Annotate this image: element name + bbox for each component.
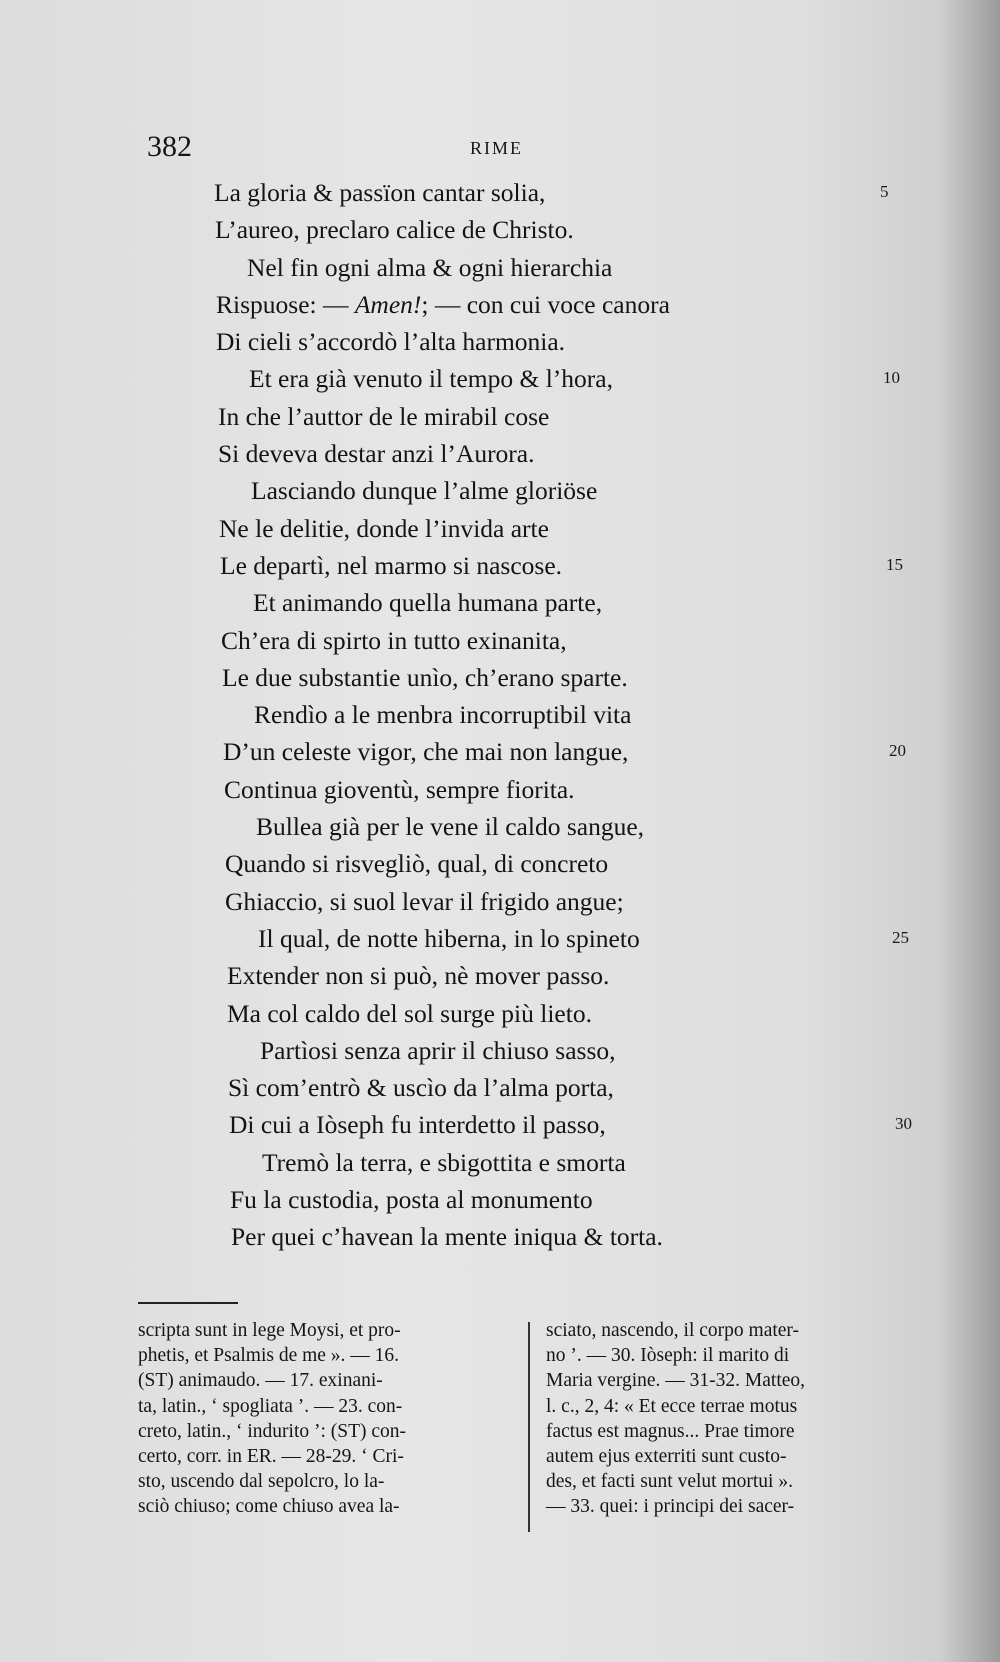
line-number: 25 (892, 927, 909, 947)
verse-line (0, 433, 1000, 470)
footnote-line: sciato, nascendo, il corpo mater- (546, 1320, 800, 1341)
line-number: 10 (883, 368, 900, 388)
verse-line (0, 470, 1000, 507)
verse-text: Bullea già per le vene il caldo sangue, (256, 812, 645, 842)
verse-line (0, 918, 1000, 955)
page-header (0, 130, 1000, 170)
line-number: 30 (895, 1114, 912, 1134)
verse-line (0, 582, 1000, 619)
running-head: RIME (470, 138, 523, 158)
verse-text: Et era già venuto il tempo & l’hora, (249, 364, 613, 394)
page-number: 382 (147, 130, 192, 163)
verse-line (0, 545, 1000, 582)
footnote-line: autem ejus exterriti sunt custo- (546, 1445, 787, 1467)
footnote-line: phetis, et Psalmis de me ». — 16. (138, 1345, 400, 1367)
verse-line (0, 769, 1000, 806)
verse-text: L’aureo, preclaro calice de Christo. (215, 215, 574, 245)
verse-line (0, 694, 1000, 731)
verse-line (0, 843, 1000, 880)
footnote-line: des, et facti sunt velut mortui ». (546, 1471, 793, 1493)
verse-line (0, 955, 1000, 992)
footnote-line: — 33. quei: i principi dei sacer- (546, 1496, 795, 1518)
verse-line (0, 731, 1000, 768)
verse-text: Sì com’entrò & uscìo da l’alma porta, (228, 1073, 614, 1103)
footnote-line: l. c., 2, 4: « Et ecce terrae motus (546, 1395, 798, 1417)
line-number: 15 (886, 554, 903, 574)
line-number: 5 (880, 182, 889, 201)
verse-text: In che l’auttor de le mirabil cose (218, 401, 550, 431)
verse-text: Le due substantie unìo, ch’erano sparte. (222, 662, 628, 692)
verse-text: Il qual, de notte hiberna, in lo spineto (258, 923, 640, 953)
column-divider (528, 1322, 530, 1532)
verse-text: Rispuose: — Amen!; — con cui voce canora (216, 289, 670, 319)
poem-body (0, 172, 1000, 1254)
footnote-line: no ’. — 30. Iòseph: il marito di (546, 1345, 790, 1367)
line-number: 20 (889, 741, 906, 761)
verse-text: Ch’era di spirto in tutto exinanita, (221, 625, 567, 655)
verse-text: Di cieli s’accordò l’alta harmonia. (216, 327, 566, 357)
verse-text: Quando si risvegliò, qual, di concreto (225, 849, 609, 879)
verse-text: Extender non si può, nè mover passo. (227, 961, 610, 991)
verse-line (0, 321, 1000, 358)
verse-text: Partìosi senza aprir il chiuso sasso, (260, 1035, 616, 1065)
verse-text: D’un celeste vigor, che mai non langue, (223, 737, 629, 767)
verse-text: Continua gioventù, sempre fiorita. (224, 774, 575, 804)
verse-line (0, 1216, 1000, 1253)
footnotes-right-column (546, 1320, 931, 1522)
verse-line (0, 620, 1000, 657)
footnote-line: sciò chiuso; come chiuso avea la- (138, 1496, 400, 1518)
verse-line (0, 172, 1000, 209)
footnote-line: Maria vergine. — 31-32. Matteo, (546, 1370, 806, 1392)
verse-line (0, 1179, 1000, 1216)
verse-text: Di cui a Iòseph fu interdetto il passo, (229, 1110, 606, 1140)
verse-line (0, 657, 1000, 694)
verse-line (0, 284, 1000, 321)
verse-line (0, 993, 1000, 1030)
footnotes-left-column (138, 1320, 514, 1522)
footnote-line: creto, latin., ‘ indurito ’: (ST) con- (138, 1420, 407, 1442)
footnote-line: sto, uscendo dal sepolcro, lo la- (138, 1471, 385, 1493)
verse-text: Lasciando dunque l’alme gloriöse (251, 476, 598, 506)
verse-line (0, 1030, 1000, 1067)
footnote-line: scripta sunt in lege Moysi, et pro- (138, 1320, 401, 1341)
verse-text: Si deveva destar anzi l’Aurora. (218, 439, 535, 469)
verse-text: Rendìo a le menbra incorruptibil vita (254, 700, 632, 730)
footnote-line: ta, latin., ‘ spogliata ’. — 23. con- (138, 1395, 403, 1417)
verse-line (0, 508, 1000, 545)
verse-text: Nel fin ogni alma & ogni hierarchia (247, 252, 613, 282)
verse-text: Fu la custodia, posta al monumento (230, 1185, 593, 1215)
verse-line (0, 209, 1000, 246)
verse-line (0, 881, 1000, 918)
footnote-rule (138, 1302, 238, 1304)
verse-text: Le departì, nel marmo si nascose. (220, 550, 563, 580)
verse-text: Ghiaccio, si suol levar il frigido angue; (225, 886, 624, 916)
verse-line (0, 1142, 1000, 1179)
verse-text: Tremò la terra, e sbigottita e smorta (262, 1147, 626, 1177)
verse-line (0, 358, 1000, 395)
footnote-line: (ST) animaudo. — 17. exinani- (138, 1370, 383, 1392)
verse-text: Et animando quella humana parte, (253, 588, 603, 618)
footnote-line: certo, corr. in ER. — 28-29. ‘ Cri- (138, 1445, 404, 1467)
verse-line (0, 1104, 1000, 1141)
verse-line (0, 396, 1000, 433)
verse-text: La gloria & passïon cantar solia, (214, 178, 546, 207)
footnote-line: factus est magnus... Prae timore (546, 1420, 795, 1442)
verse-line (0, 1067, 1000, 1104)
verse-line (0, 247, 1000, 284)
verse-text: Ne le delitie, donde l’invida arte (219, 513, 549, 543)
verse-text: Ma col caldo del sol surge più lieto. (227, 998, 592, 1028)
verse-line (0, 806, 1000, 843)
verse-text: Per quei c’havean la mente iniqua & torta. (231, 1222, 663, 1252)
